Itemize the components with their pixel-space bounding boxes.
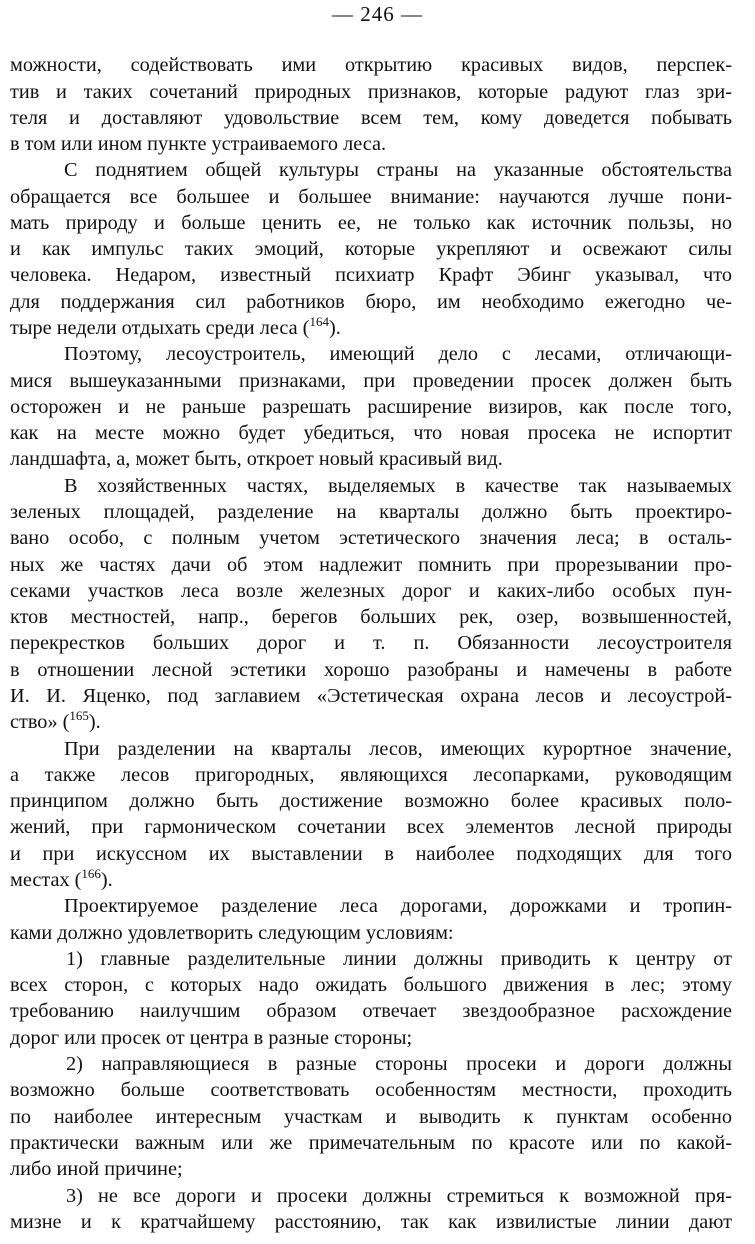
text-line: всех сторон, с которых надо ожидать большого движения в лес; этому xyxy=(10,974,732,996)
text-line: жений, при гармоническом сочетании всех элементов лесной природы xyxy=(10,816,732,838)
text-line: и при искуссном их выставлении в наиболее подходящих для того xyxy=(10,843,732,865)
text-line: ных же частях дачи об этом надлежит помнить при прорезывании про- xyxy=(10,554,732,576)
text-line: человека. Недаром, известный психиатр Крафт Эбинг указывал, что xyxy=(10,264,732,286)
text-line: Проектируемое разделение леса дорогами, дорожками и тропин- xyxy=(64,895,732,917)
text-line: дорог или просек от центра в разные стороны; xyxy=(10,1027,413,1049)
text-line: При разделении на кварталы лесов, имеющих курортное значение, xyxy=(64,738,732,760)
text-line: возможно больше соответствовать особенностям местности, проходить xyxy=(10,1079,732,1101)
text-line: для поддержания сил работников бюро, им необходимо ежегодно че- xyxy=(10,291,732,313)
text-line: перекрестков больших дорог и т. п. Обязанности лесоустроителя xyxy=(10,632,732,654)
text-line: вано особо, с полным учетом эстетического значения леса; в осталь- xyxy=(10,527,732,549)
text-line: С поднятием общей культуры страны на указанные обстоятельства xyxy=(64,159,732,181)
text-line: В хозяйственных частях, выделяемых в качестве так называемых xyxy=(64,475,732,497)
text-line: а также лесов пригородных, являющихся лесопарками, руководящим xyxy=(10,764,732,786)
text-line: ландшафта, а, может быть, откроет новый красивый вид. xyxy=(10,448,503,470)
text-line: требованию наилучшим образом отвечает звездообразное расхождение xyxy=(10,1000,732,1022)
text-line: ктов местностей, напр., берегов больших рек, озер, возвышенностей, xyxy=(10,606,732,628)
page-number: — 246 — xyxy=(332,2,423,26)
text-line: мизне и к кратчайшему расстоянию, так как извилистые линии дают xyxy=(10,1211,732,1233)
text-line: принципом должно быть достижение возможно более красивых поло- xyxy=(10,790,732,812)
text-line: теля и доставляют удовольствие всем тем, кому доведется побывать xyxy=(10,107,732,129)
text-line: практически важным или же примечательным по красоте или по какой- xyxy=(10,1132,732,1154)
text-line: секами участков леса возле железных дорог и каких-либо особых пун- xyxy=(10,580,732,602)
text-line: в отношении лесной эстетики хорошо разобраны и намечены в работе xyxy=(10,659,732,681)
text-line: зеленых площадей, разделение на кварталы должно быть проектиро- xyxy=(10,501,732,523)
text-line: по наиболее интересным участкам и выводить к пунктам особенно xyxy=(10,1106,732,1128)
text-line: тыре недели отдыхать среди леса ($^{164}$). xyxy=(10,314,341,339)
text-line: и как импульс таких эмоций, которые укрепляют и освежают силы xyxy=(10,238,732,260)
text-line: ками должно удовлетворить следующим условиям: xyxy=(10,922,454,944)
text-line: можности, содействовать ими открытию красивых видов, перспек- xyxy=(10,54,732,76)
text-line: осторожен и не раньше разрешать расширение визиров, как после того, xyxy=(10,396,732,418)
text-line: мать природу и больше ценить ее, не только как источник пользы, но xyxy=(10,212,732,234)
text-line: либо иной причине; xyxy=(10,1158,183,1180)
text-line: 1) главные разделительные линии должны приводить к центру от xyxy=(66,948,732,970)
text-line: И. И. Яценко, под заглавием «Эстетическая охрана лесов и лесоустрой- xyxy=(10,685,732,707)
text-line: ство» ($^{165}$). xyxy=(10,708,101,733)
text-line: в том или ином пункте устраиваемого леса. xyxy=(10,133,387,155)
text-line: местах ($^{166}$). xyxy=(10,866,113,891)
text-line: мися вышеуказанными признаками, при проведении просек должен быть xyxy=(10,370,732,392)
text-line: тив и таких сочетаний природных признаков, которые радуют глаз зри- xyxy=(10,81,732,103)
text-line: обращается все большее и большее внимание: научаются лучше пони- xyxy=(10,186,732,208)
text-line: как на месте можно будет убедиться, что новая просека не испортит xyxy=(10,422,732,444)
text-line: 3) не все дороги и просеки должны стремиться к возможной пря- xyxy=(66,1185,732,1207)
text-line: Поэтому, лесоустроитель, имеющий дело с лесами, отличающи- xyxy=(64,343,732,365)
text-line: 2) направляющиеся в разные стороны просеки и дороги должны xyxy=(66,1053,732,1075)
